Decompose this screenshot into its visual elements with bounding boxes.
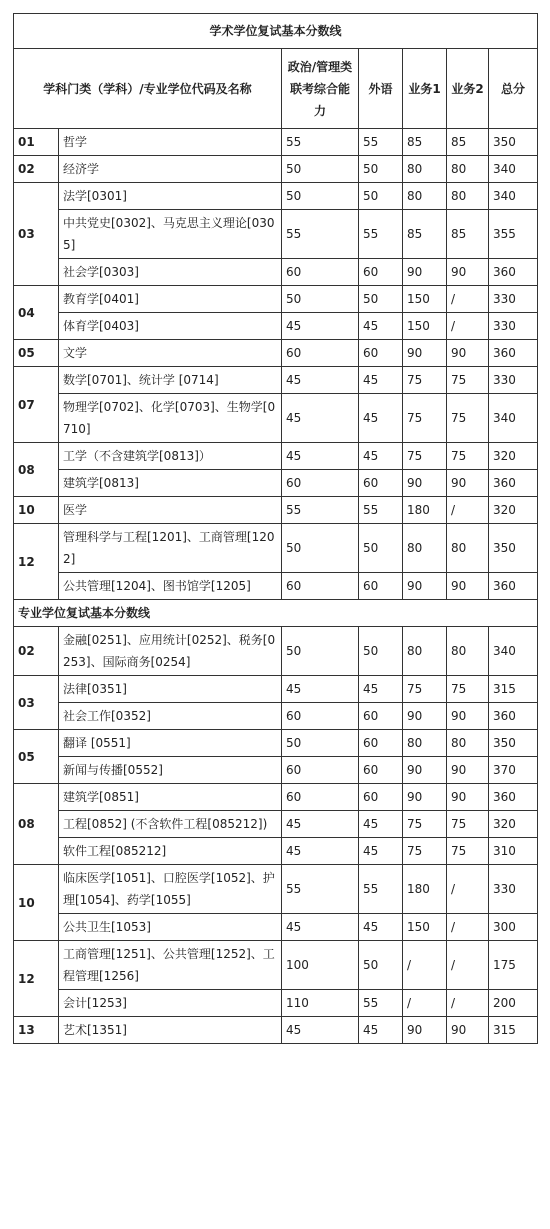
score-course2: 75 — [447, 367, 489, 394]
score-foreign: 50 — [359, 941, 403, 990]
table-row — [14, 286, 538, 313]
score-course2: 75 — [447, 676, 489, 703]
score-politics: 45 — [282, 838, 359, 865]
score-politics: 60 — [282, 470, 359, 497]
subject-name: 经济学 — [59, 156, 282, 183]
table-row — [14, 210, 538, 259]
score-course1: 85 — [403, 129, 447, 156]
table-row — [14, 394, 538, 443]
score-total: 200 — [489, 990, 538, 1017]
score-course1: 80 — [403, 524, 447, 573]
score-table — [13, 13, 538, 1044]
score-course2: / — [447, 497, 489, 524]
score-foreign: 55 — [359, 497, 403, 524]
score-course1: 80 — [403, 183, 447, 210]
score-politics: 60 — [282, 757, 359, 784]
score-politics: 60 — [282, 573, 359, 600]
score-total: 330 — [489, 313, 538, 340]
score-course2: 75 — [447, 394, 489, 443]
score-course1: 180 — [403, 497, 447, 524]
score-table-container — [13, 13, 537, 1044]
score-course1: 90 — [403, 470, 447, 497]
table-row — [14, 573, 538, 600]
score-course2: / — [447, 313, 489, 340]
score-politics: 50 — [282, 524, 359, 573]
score-total: 330 — [489, 367, 538, 394]
score-politics: 45 — [282, 811, 359, 838]
score-politics: 100 — [282, 941, 359, 990]
header-subject: 学科门类（学科）/专业学位代码及名称 — [14, 49, 282, 129]
score-course2: 80 — [447, 156, 489, 183]
table-row — [14, 1017, 538, 1044]
discipline-code: 04 — [14, 286, 59, 340]
discipline-code: 08 — [14, 784, 59, 865]
score-course1: 75 — [403, 838, 447, 865]
subject-name: 中共党史[0302]、马克思主义理论[0305] — [59, 210, 282, 259]
subject-name: 文学 — [59, 340, 282, 367]
table-row — [14, 313, 538, 340]
score-course2: 90 — [447, 1017, 489, 1044]
subject-name: 法学[0301] — [59, 183, 282, 210]
header-total: 总分 — [489, 49, 538, 129]
score-foreign: 55 — [359, 210, 403, 259]
discipline-code: 05 — [14, 340, 59, 367]
discipline-code: 10 — [14, 497, 59, 524]
score-course1: / — [403, 941, 447, 990]
score-politics: 45 — [282, 394, 359, 443]
table-row — [14, 367, 538, 394]
score-total: 340 — [489, 183, 538, 210]
score-total: 350 — [489, 129, 538, 156]
score-foreign: 45 — [359, 914, 403, 941]
score-politics: 50 — [282, 730, 359, 757]
score-politics: 55 — [282, 497, 359, 524]
table-row — [14, 865, 538, 914]
table-row — [14, 676, 538, 703]
score-foreign: 55 — [359, 865, 403, 914]
score-foreign: 45 — [359, 443, 403, 470]
score-foreign: 45 — [359, 367, 403, 394]
score-course2: 85 — [447, 210, 489, 259]
score-total: 370 — [489, 757, 538, 784]
table-row — [14, 703, 538, 730]
discipline-code: 13 — [14, 1017, 59, 1044]
score-total: 360 — [489, 784, 538, 811]
table-row — [14, 497, 538, 524]
score-total: 330 — [489, 865, 538, 914]
score-total: 300 — [489, 914, 538, 941]
table-row — [14, 757, 538, 784]
score-course1: 80 — [403, 730, 447, 757]
score-politics: 60 — [282, 340, 359, 367]
header-foreign: 外语 — [359, 49, 403, 129]
table-row — [14, 470, 538, 497]
subject-name: 翻译 [0551] — [59, 730, 282, 757]
score-total: 360 — [489, 340, 538, 367]
score-course1: 75 — [403, 676, 447, 703]
score-course2: 85 — [447, 129, 489, 156]
subject-name: 物理学[0702]、化学[0703]、生物学[0710] — [59, 394, 282, 443]
table-row — [14, 340, 538, 367]
subject-name: 管理科学与工程[1201]、工商管理[1202] — [59, 524, 282, 573]
discipline-code: 05 — [14, 730, 59, 784]
score-politics: 60 — [282, 784, 359, 811]
score-course1: 90 — [403, 573, 447, 600]
section-row — [14, 600, 538, 627]
score-course1: 75 — [403, 394, 447, 443]
score-total: 350 — [489, 730, 538, 757]
score-foreign: 60 — [359, 340, 403, 367]
score-foreign: 45 — [359, 811, 403, 838]
discipline-code: 03 — [14, 183, 59, 286]
discipline-code: 10 — [14, 865, 59, 941]
professional-section-title: 专业学位复试基本分数线 — [14, 600, 538, 627]
score-course2: 90 — [447, 470, 489, 497]
score-foreign: 60 — [359, 757, 403, 784]
score-course1: 75 — [403, 811, 447, 838]
score-total: 340 — [489, 156, 538, 183]
header-politics: 政治/管理类联考综合能力 — [282, 49, 359, 129]
subject-name: 社会工作[0352] — [59, 703, 282, 730]
score-course2: 75 — [447, 443, 489, 470]
discipline-code: 12 — [14, 524, 59, 600]
score-foreign: 45 — [359, 313, 403, 340]
score-total: 320 — [489, 811, 538, 838]
score-foreign: 60 — [359, 259, 403, 286]
score-total: 320 — [489, 443, 538, 470]
table-row — [14, 524, 538, 573]
score-course2: 90 — [447, 703, 489, 730]
score-course2: 90 — [447, 757, 489, 784]
score-politics: 45 — [282, 443, 359, 470]
subject-name: 公共卫生[1053] — [59, 914, 282, 941]
subject-name: 工程[0852] (不含软件工程[085212]) — [59, 811, 282, 838]
score-politics: 60 — [282, 703, 359, 730]
subject-name: 建筑学[0813] — [59, 470, 282, 497]
discipline-code: 03 — [14, 676, 59, 730]
score-course2: / — [447, 914, 489, 941]
score-course2: 75 — [447, 838, 489, 865]
score-course1: 75 — [403, 367, 447, 394]
score-course2: 80 — [447, 730, 489, 757]
score-foreign: 50 — [359, 524, 403, 573]
score-total: 315 — [489, 676, 538, 703]
header-row — [14, 49, 538, 129]
table-row — [14, 183, 538, 210]
score-foreign: 50 — [359, 156, 403, 183]
subject-name: 公共管理[1204]、图书馆学[1205] — [59, 573, 282, 600]
subject-name: 金融[0251]、应用统计[0252]、税务[0253]、国际商务[0254] — [59, 627, 282, 676]
score-total: 360 — [489, 573, 538, 600]
discipline-code: 12 — [14, 941, 59, 1017]
discipline-code: 01 — [14, 129, 59, 156]
table-row — [14, 627, 538, 676]
score-politics: 45 — [282, 914, 359, 941]
score-course1: 150 — [403, 313, 447, 340]
score-foreign: 60 — [359, 730, 403, 757]
discipline-code: 07 — [14, 367, 59, 443]
subject-name: 临床医学[1051]、口腔医学[1052]、护理[1054]、药学[1055] — [59, 865, 282, 914]
table-row — [14, 784, 538, 811]
header-course1: 业务1 — [403, 49, 447, 129]
score-foreign: 45 — [359, 838, 403, 865]
header-course2: 业务2 — [447, 49, 489, 129]
subject-name: 新闻与传播[0552] — [59, 757, 282, 784]
score-politics: 60 — [282, 259, 359, 286]
score-course1: / — [403, 990, 447, 1017]
score-politics: 50 — [282, 156, 359, 183]
subject-name: 会计[1253] — [59, 990, 282, 1017]
score-course1: 90 — [403, 703, 447, 730]
score-course1: 90 — [403, 757, 447, 784]
table-row — [14, 443, 538, 470]
score-course1: 150 — [403, 914, 447, 941]
table-row — [14, 259, 538, 286]
score-course1: 80 — [403, 627, 447, 676]
score-foreign: 50 — [359, 183, 403, 210]
score-course2: / — [447, 865, 489, 914]
score-foreign: 60 — [359, 470, 403, 497]
score-foreign: 60 — [359, 784, 403, 811]
table-row — [14, 914, 538, 941]
score-course2: 90 — [447, 573, 489, 600]
score-total: 340 — [489, 627, 538, 676]
score-course2: 80 — [447, 183, 489, 210]
score-course1: 90 — [403, 259, 447, 286]
score-total: 330 — [489, 286, 538, 313]
score-foreign: 60 — [359, 573, 403, 600]
table-row — [14, 838, 538, 865]
score-politics: 55 — [282, 865, 359, 914]
score-course2: / — [447, 941, 489, 990]
score-total: 355 — [489, 210, 538, 259]
subject-name: 哲学 — [59, 129, 282, 156]
score-total: 320 — [489, 497, 538, 524]
score-foreign: 55 — [359, 990, 403, 1017]
table-row — [14, 129, 538, 156]
score-foreign: 50 — [359, 627, 403, 676]
table-row — [14, 156, 538, 183]
subject-name: 工商管理[1251]、公共管理[1252]、工程管理[1256] — [59, 941, 282, 990]
score-course2: 90 — [447, 259, 489, 286]
score-course1: 75 — [403, 443, 447, 470]
score-course2: 80 — [447, 524, 489, 573]
subject-name: 法律[0351] — [59, 676, 282, 703]
score-course2: / — [447, 286, 489, 313]
score-course1: 150 — [403, 286, 447, 313]
subject-name: 软件工程[085212] — [59, 838, 282, 865]
score-politics: 50 — [282, 627, 359, 676]
score-course1: 80 — [403, 156, 447, 183]
score-politics: 110 — [282, 990, 359, 1017]
score-course2: 90 — [447, 784, 489, 811]
score-foreign: 55 — [359, 129, 403, 156]
score-total: 360 — [489, 259, 538, 286]
subject-name: 工学（不含建筑学[0813]） — [59, 443, 282, 470]
score-course2: / — [447, 990, 489, 1017]
score-politics: 50 — [282, 183, 359, 210]
subject-name: 建筑学[0851] — [59, 784, 282, 811]
score-politics: 45 — [282, 313, 359, 340]
subject-name: 医学 — [59, 497, 282, 524]
score-total: 315 — [489, 1017, 538, 1044]
discipline-code: 08 — [14, 443, 59, 497]
table-row — [14, 730, 538, 757]
subject-name: 数学[0701]、统计学 [0714] — [59, 367, 282, 394]
score-course1: 90 — [403, 784, 447, 811]
score-politics: 45 — [282, 1017, 359, 1044]
score-politics: 45 — [282, 367, 359, 394]
table-title: 学术学位复试基本分数线 — [14, 14, 538, 49]
discipline-code: 02 — [14, 627, 59, 676]
subject-name: 体育学[0403] — [59, 313, 282, 340]
score-course1: 180 — [403, 865, 447, 914]
score-total: 360 — [489, 470, 538, 497]
score-course1: 90 — [403, 340, 447, 367]
score-total: 340 — [489, 394, 538, 443]
score-foreign: 50 — [359, 286, 403, 313]
score-foreign: 45 — [359, 394, 403, 443]
score-foreign: 45 — [359, 676, 403, 703]
table-row — [14, 941, 538, 990]
score-foreign: 45 — [359, 1017, 403, 1044]
title-row — [14, 14, 538, 49]
score-course1: 85 — [403, 210, 447, 259]
score-politics: 45 — [282, 676, 359, 703]
score-total: 350 — [489, 524, 538, 573]
score-total: 310 — [489, 838, 538, 865]
score-total: 175 — [489, 941, 538, 990]
score-course2: 90 — [447, 340, 489, 367]
score-course1: 90 — [403, 1017, 447, 1044]
score-foreign: 60 — [359, 703, 403, 730]
score-course2: 80 — [447, 627, 489, 676]
table-row — [14, 990, 538, 1017]
score-course2: 75 — [447, 811, 489, 838]
score-politics: 55 — [282, 129, 359, 156]
subject-name: 艺术[1351] — [59, 1017, 282, 1044]
score-total: 360 — [489, 703, 538, 730]
subject-name: 社会学[0303] — [59, 259, 282, 286]
discipline-code: 02 — [14, 156, 59, 183]
table-row — [14, 811, 538, 838]
score-politics: 55 — [282, 210, 359, 259]
subject-name: 教育学[0401] — [59, 286, 282, 313]
score-politics: 50 — [282, 286, 359, 313]
